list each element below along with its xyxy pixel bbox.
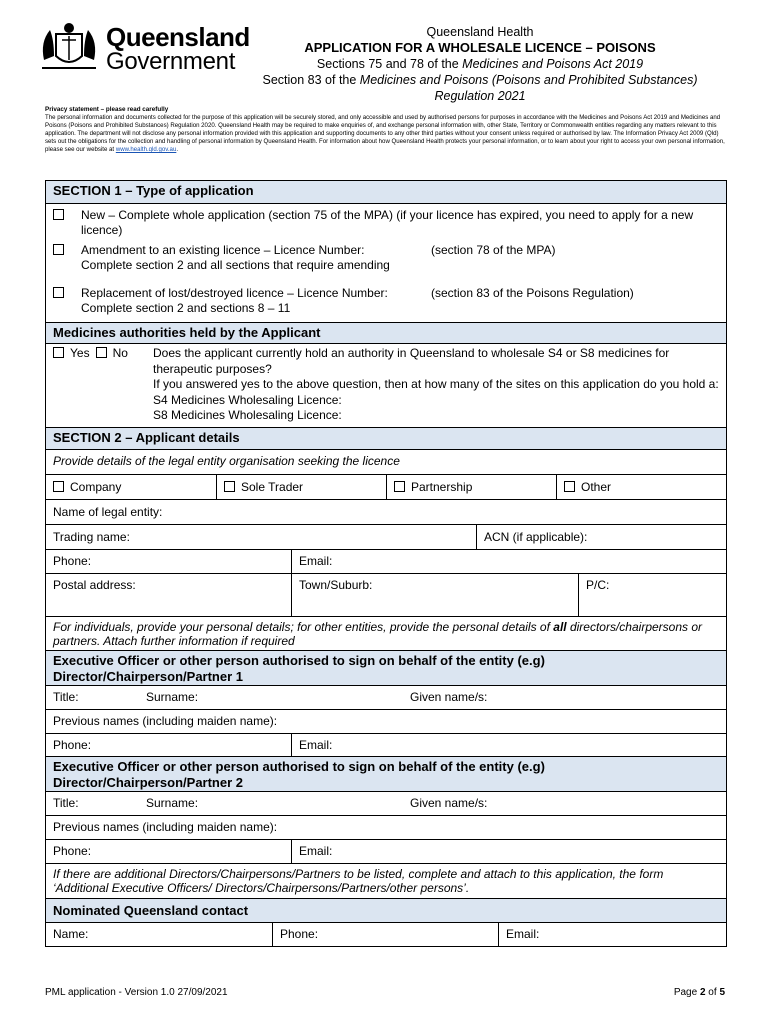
logo-queensland: Queensland	[106, 22, 250, 52]
department: Queensland Health	[426, 25, 534, 39]
officer-1-title-field[interactable]: Title:	[53, 689, 79, 704]
authority-question: Does the applicant currently hold an authority in Queensland to wholesale S4 or S8 medicines for therapeutic purposes?	[153, 346, 670, 376]
entity-email-field[interactable]: Email:	[291, 550, 726, 573]
new-checkbox[interactable]	[53, 209, 64, 220]
executive-officer-1-title: Executive Officer or other person authorised to sign on behalf of the entity (e.g) Director/Chairperson/Partner 1	[46, 651, 726, 685]
privacy-text: The personal information and documents collected for the purpose of this application will be securely stored, and only accessible and used by authorised persons for purposes in accordance with the Medicines and Poisons Act 2019 and Medicines and Poisons (Poisons and Prohibited Substances) Regulation 2020. Queensland Health may be required to make enquiries of, and exchange personal information with, other State, Territory or Commonwealth entities regarding any matters relevant to this application. The department will not disclose any personal information provided with this application and supporting documents to any other third parties without your consent unless required or authorised by law. The Information Privacy Act 2009 (Qld) sets out the obligations for the collection and handling of personal information by Queensland Health. For information about how Queensland Health protects your personal information, or to learn about your right to access your own personal information, please see our website at	[45, 114, 725, 154]
other-checkbox[interactable]	[564, 481, 575, 492]
amendment-checkbox[interactable]	[53, 244, 64, 255]
postcode-field[interactable]: P/C:	[578, 574, 726, 616]
officer-2-phone-field[interactable]: Phone:	[53, 843, 92, 858]
officer-1-email-field[interactable]: Email:	[291, 734, 726, 756]
application-form	[45, 180, 727, 947]
sole-trader-checkbox[interactable]	[224, 481, 235, 492]
entity-type-row: Company Sole Trader Partnership Other	[46, 474, 726, 499]
town-suburb-field[interactable]: Town/Suburb:	[291, 574, 578, 616]
privacy-heading: Privacy statement – please read carefully	[45, 106, 169, 113]
postal-address-field[interactable]: Postal address:	[53, 577, 136, 592]
health-website-link[interactable]: www.health.qld.gov.au	[115, 146, 177, 154]
logo-government: Government	[106, 48, 236, 75]
medicines-authorities-title: Medicines authorities held by the Applicant	[46, 323, 726, 343]
replacement-checkbox[interactable]	[53, 287, 64, 298]
officer-2-given-names-field[interactable]: Given name/s:	[410, 795, 488, 810]
s8-licence-field[interactable]: S8 Medicines Wholesaling Licence:	[153, 408, 342, 422]
no-checkbox[interactable]	[96, 347, 107, 358]
footer-page-number: Page 2 of 5	[673, 987, 725, 998]
legislation-line-2: Section 83 of the Medicines and Poisons (Poisons and Prohibited Substances)	[262, 73, 698, 87]
legal-entity-field[interactable]: Name of legal entity:	[53, 504, 163, 519]
option-replacement: Replacement of lost/destroyed licence – Licence Number:	[81, 286, 388, 300]
coat-of-arms-icon	[36, 20, 102, 74]
contact-email-field[interactable]: Email:	[498, 923, 726, 946]
contact-phone-field[interactable]: Phone:	[272, 923, 498, 946]
entity-phone-field[interactable]: Phone:	[53, 553, 92, 568]
individuals-note: For individuals, provide your personal details; for other entities, provide the personal details of all directors/chairpersons or partners. Attach further information if required	[53, 619, 703, 648]
nominated-contact-title: Nominated Queensland contact	[46, 899, 726, 922]
company-checkbox[interactable]	[53, 481, 64, 492]
sites-question: If you answered yes to the above question, then at how many of the sites on this application do you hold a:	[153, 377, 719, 391]
partnership-checkbox[interactable]	[394, 481, 405, 492]
contact-name-field[interactable]: Name:	[53, 926, 89, 941]
additional-directors-note: If there are additional Directors/Chairpersons/Partners to be listed, complete and attach to this application, the form ‘Additional Executive Officers/ Directors/Chairpersons/Partners/other persons’.	[53, 866, 664, 895]
medicines-authorities-block: Yes No Does the applicant currently hold an authority in Queensland to wholesale S4 or S8 medicines for therapeutic purposes? If you answered yes to the above question, then at how many of the sites on this application do you hold a: S4 Medicines Wholesaling Licence: S8 Medicines Wholesaling Licence:	[46, 343, 726, 427]
officer-2-title-field[interactable]: Title:	[53, 795, 79, 810]
officer-2-previous-names-field[interactable]: Previous names (including maiden name):	[53, 819, 278, 834]
option-new: New – Complete whole application (section 75 of the MPA) (if your licence has expired, you need to apply for a new licence)	[81, 208, 694, 237]
officer-2-surname-field[interactable]: Surname:	[146, 795, 199, 810]
legislation-line-3: Regulation 2021	[434, 89, 526, 103]
yes-checkbox[interactable]	[53, 347, 64, 358]
document-header	[225, 24, 735, 104]
legislation-line-1: Sections 75 and 78 of the Medicines and Poisons Act 2019	[316, 57, 644, 71]
option-amendment: Amendment to an existing licence – Licence Number:	[81, 243, 365, 257]
trading-name-field[interactable]: Trading name:	[53, 529, 130, 544]
officer-1-given-names-field[interactable]: Given name/s:	[410, 689, 488, 704]
officer-2-email-field[interactable]: Email:	[291, 840, 726, 863]
officer-1-phone-field[interactable]: Phone:	[53, 737, 92, 752]
acn-field[interactable]: ACN (if applicable):	[476, 525, 726, 549]
form-title: APPLICATION FOR A WHOLESALE LICENCE – POISONS	[304, 40, 656, 55]
footer-version: PML application - Version 1.0 27/09/2021	[45, 987, 228, 998]
section-1-title: SECTION 1 – Type of application	[46, 181, 726, 203]
executive-officer-2-title: Executive Officer or other person authorised to sign on behalf of the entity (e.g) Director/Chairperson/Partner 2	[46, 757, 726, 791]
s4-licence-field[interactable]: S4 Medicines Wholesaling Licence:	[153, 392, 342, 407]
provide-details-text: Provide details of the legal entity organisation seeking the licence	[53, 453, 400, 468]
application-type-options: New – Complete whole application (section 75 of the MPA) (if your licence has expired, you need to apply for a new licence) Amendment to an existing licence – Licence Number: (section 78 of the MPA) Complete section 2 and all sections that require amending Replacement of lost/destroyed licence – Licence Number: (section 83 of the Poisons Regulation) Complete section 2 and sections 8 – 11	[46, 203, 726, 322]
qld-government-logo	[36, 20, 250, 76]
officer-1-surname-field[interactable]: Surname:	[146, 689, 199, 704]
section-2-title: SECTION 2 – Applicant details	[46, 428, 726, 449]
privacy-statement: Privacy statement – please read carefully The personal information and documents collected for the purpose of this application will be securely stored, and only accessible and used by authorised persons for purposes in accordance with the Medicines and Poisons Act 2019 and Medicines and Poisons (Poisons and Prohibited Substances) Regulation 2020. Queensland Health may be required to make enquiries of, and exchange personal information with, other State, Territory or Commonwealth entities regarding any matters relevant to this application. The department will not disclose any personal information provided with this application and supporting documents to any other third parties without your consent unless required or authorised by law. The Information Privacy Act 2009 (Qld) sets out the obligations for the collection and handling of personal information by Queensland Health. For information about how Queensland Health protects your personal information, or to learn about your right to access your own personal information, please see our website at www.health.qld.gov.au.	[45, 106, 727, 155]
officer-1-previous-names-field[interactable]: Previous names (including maiden name):	[53, 713, 278, 728]
